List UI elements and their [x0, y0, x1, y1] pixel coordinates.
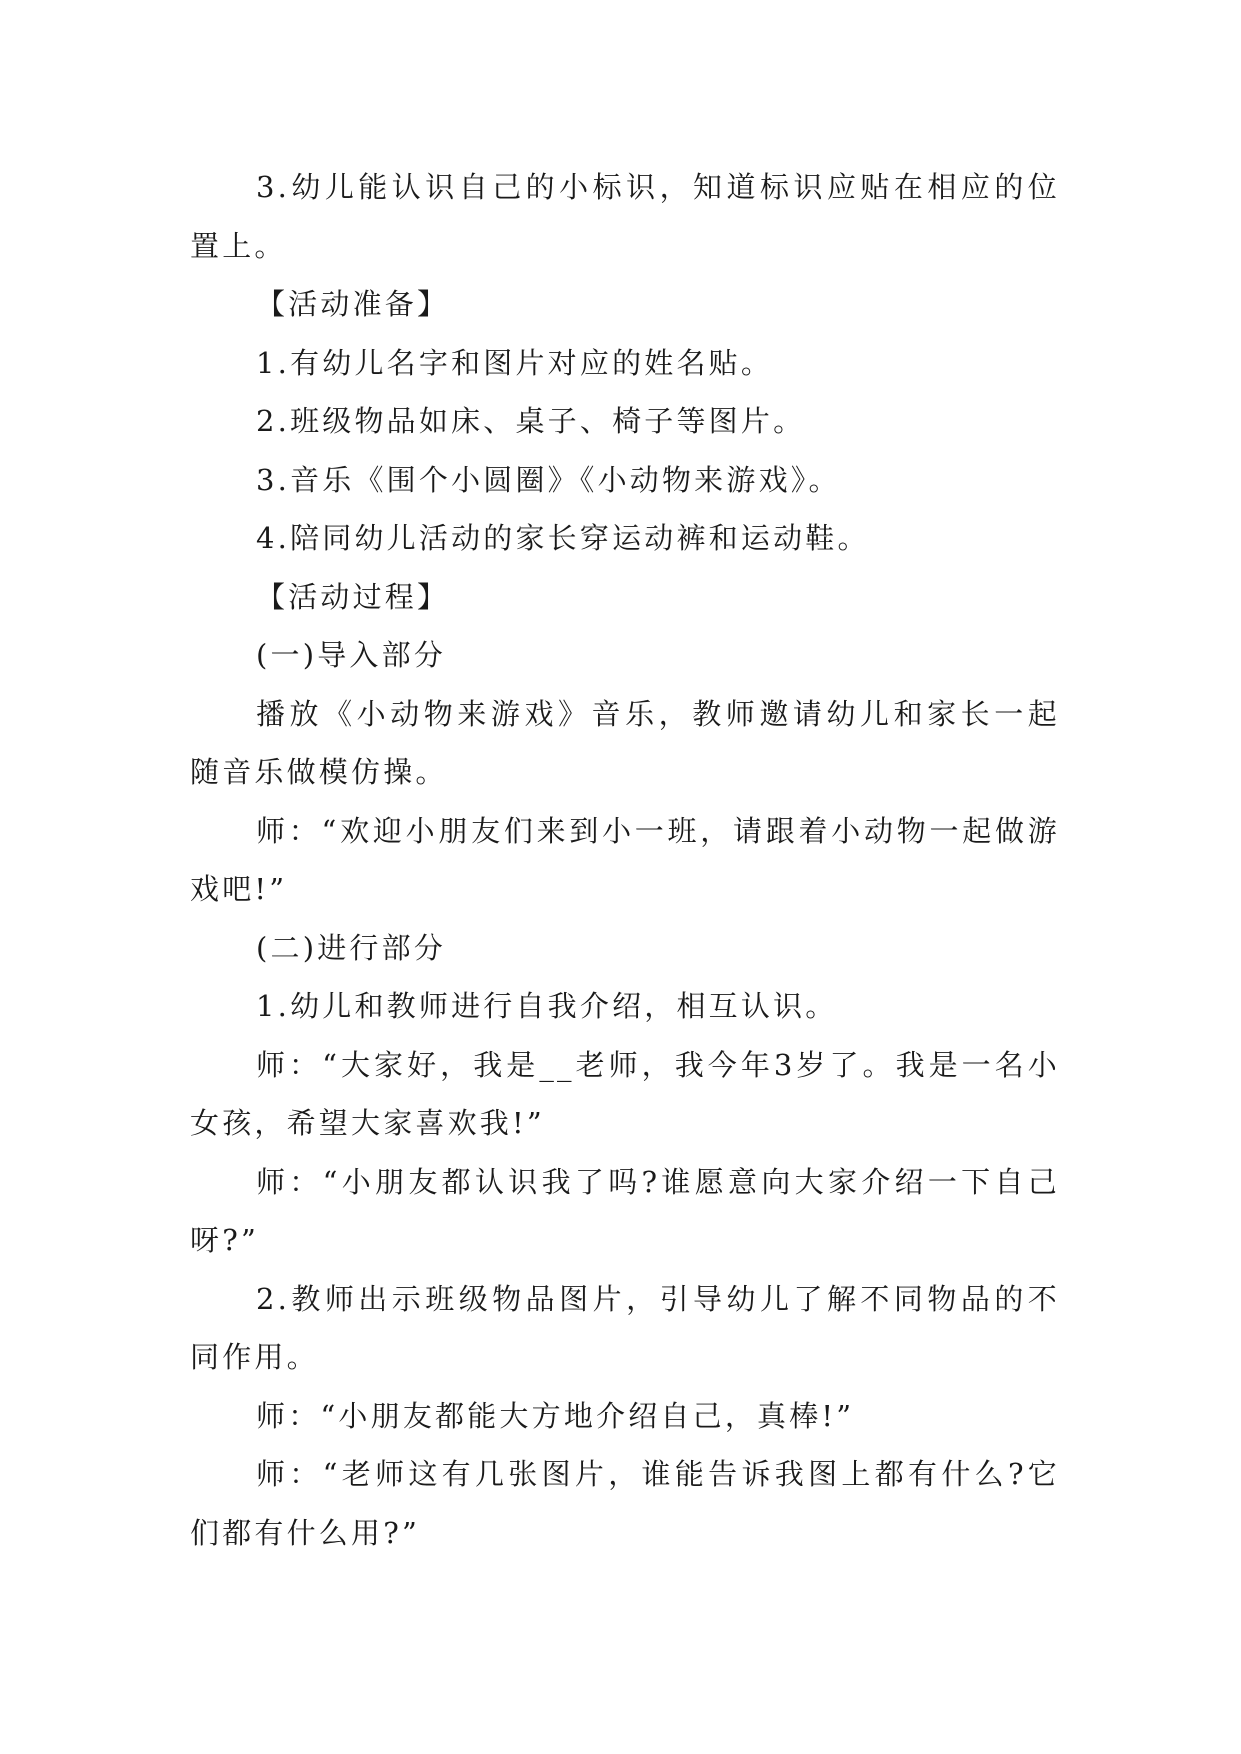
- paragraph-teacher-pictures: 师：“老师这有几张图片，谁能告诉我图上都有什么?它们都有什么用?”: [190, 1457, 1060, 1550]
- heading-activity-process: 【活动过程】: [256, 579, 450, 614]
- subheading-main-part: (二)进行部分: [256, 930, 447, 965]
- paragraph-prep-2: 2.班级物品如床、桌子、椅子等图片。: [256, 404, 806, 438]
- paragraph-play-music: 播放《小动物来游戏》音乐，教师邀请幼儿和家长一起随音乐做模仿操。: [190, 696, 1060, 789]
- paragraph-teacher-intro: 师：“大家好，我是__老师，我今年3岁了。我是一名小女孩，希望大家喜欢我!”: [190, 1047, 1060, 1140]
- paragraph-prep-3: 3.音乐《围个小圆圈》《小动物来游戏》。: [256, 462, 841, 497]
- subheading-intro-part: (一)导入部分: [256, 638, 447, 672]
- paragraph-step-1: 1.幼儿和教师进行自我介绍，相互认识。: [256, 989, 838, 1023]
- paragraph-teacher-praise: 师：“小朋友都能大方地介绍自己，真棒!”: [256, 1398, 855, 1433]
- paragraph-step-2: 2.教师出示班级物品图片，引导幼儿了解不同物品的不同作用。: [190, 1281, 1060, 1374]
- heading-activity-preparation: 【活动准备】: [256, 287, 450, 321]
- paragraph-teacher-question: 师：“小朋友都认识我了吗?谁愿意向大家介绍一下自己呀?”: [190, 1164, 1060, 1257]
- paragraph-teacher-welcome: 师：“欢迎小朋友们来到小一班，请跟着小动物一起做游戏吧!”: [190, 813, 1060, 906]
- paragraph-goal-3: 3.幼儿能认识自己的小标识，知道标识应贴在相应的位置上。: [190, 170, 1060, 263]
- paragraph-prep-4: 4.陪同幼儿活动的家长穿运动裤和运动鞋。: [256, 521, 870, 555]
- paragraph-prep-1: 1.有幼儿名字和图片对应的姓名贴。: [256, 345, 774, 380]
- document-body: [190, 158, 1060, 1562]
